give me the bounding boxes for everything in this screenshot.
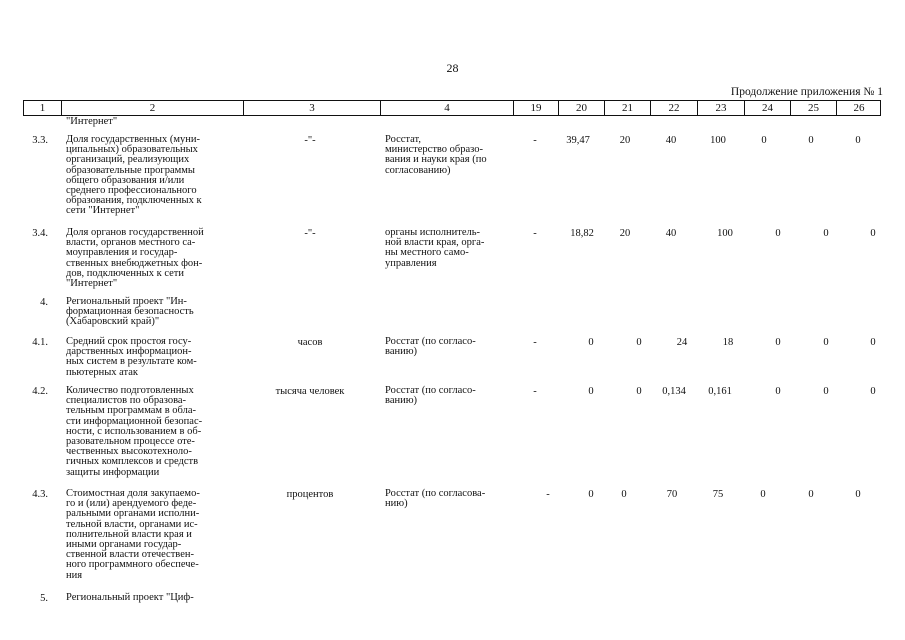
row-val-24: 0 (775, 386, 781, 397)
row-val-19: - (533, 135, 537, 146)
row-unit: -"- (304, 228, 316, 239)
row-number: 4.2. (32, 386, 48, 397)
row-val-23: 75 (712, 489, 724, 500)
row-val-23: 18 (722, 337, 734, 348)
row-number: 5. (40, 593, 48, 604)
row-val-25: 0 (823, 337, 829, 348)
row-unit: -"- (304, 135, 316, 146)
row-val-24: 0 (775, 337, 781, 348)
row-val-21: 20 (619, 135, 631, 146)
row-unit: тысяча человек (275, 386, 345, 397)
row-name: Средний срок простоя госу- дарственных информацион- ных систем в результате ком- пьютерных атак (66, 336, 197, 378)
row-val-26: 0 (855, 135, 861, 146)
row-val-25: 0 (823, 228, 829, 239)
row-val-22: 40 (665, 135, 677, 146)
header-col-22: 22 (650, 101, 697, 115)
header-col-2: 2 (61, 101, 243, 115)
row-number: 4. (40, 297, 48, 308)
header-col-19: 19 (513, 101, 558, 115)
row-val-20: 18,82 (570, 228, 594, 239)
header-col-3: 3 (243, 101, 380, 115)
row-val-20: 0 (588, 489, 594, 500)
header-col-21: 21 (604, 101, 650, 115)
header-col-25: 25 (790, 101, 836, 115)
row-val-21: 0 (621, 489, 627, 500)
row-val-25: 0 (823, 386, 829, 397)
header-col-26: 26 (836, 101, 881, 115)
row-source: Росстат, министерство образо- вания и науки края (по согласованию) (385, 134, 487, 176)
row-number: 3.3. (32, 135, 48, 146)
row-unit: часов (297, 337, 323, 348)
row-name: Доля органов государственной власти, органов местного са- моуправления и государ- ственных внебюджетных фон- дов, подключенных к сети "Интернет" (66, 227, 204, 290)
row-source: Росстат (по согласо- ванию) (385, 336, 476, 358)
row-val-25: 0 (808, 135, 814, 146)
row-val-23: 100 (717, 228, 733, 239)
row-source: Росстат (по согласова- нию) (385, 488, 486, 510)
row-val-19: - (533, 386, 537, 397)
row-val-26: 0 (870, 386, 876, 397)
header-col-4: 4 (380, 101, 513, 115)
row-val-19: - (533, 337, 537, 348)
row-source: органы исполнитель- ной власти края, орга- ны местного само- управления (385, 227, 485, 269)
row-val-21: 0 (636, 337, 642, 348)
row-val-26: 0 (870, 228, 876, 239)
row-number: 3.4. (32, 228, 48, 239)
header-col-23: 23 (697, 101, 744, 115)
row-val-20: 0 (588, 386, 594, 397)
header-col-24: 24 (744, 101, 790, 115)
table-header (23, 100, 881, 116)
page-number: 28 (446, 61, 459, 75)
carry-over-text: "Интернет" (66, 116, 118, 127)
row-unit: процентов (286, 489, 334, 500)
row-name: Региональный проект "Циф- (66, 592, 194, 603)
row-name: Региональный проект "Ин- формационная безопасность (Хабаровский край)" (66, 296, 194, 328)
row-val-24: 0 (775, 228, 781, 239)
header-col-20: 20 (558, 101, 604, 115)
row-val-25: 0 (808, 489, 814, 500)
row-val-19: - (533, 228, 537, 239)
continuation-label: Продолжение приложения № 1 (730, 86, 883, 98)
row-val-26: 0 (870, 337, 876, 348)
row-val-21: 0 (636, 386, 642, 397)
row-number: 4.3. (32, 489, 48, 500)
row-val-20: 0 (588, 337, 594, 348)
row-val-26: 0 (855, 489, 861, 500)
row-val-24: 0 (761, 135, 767, 146)
row-val-20: 39,47 (566, 135, 590, 146)
row-number: 4.1. (32, 337, 48, 348)
row-val-23: 0,161 (708, 386, 732, 397)
row-val-22: 0,134 (662, 386, 686, 397)
row-val-22: 70 (666, 489, 678, 500)
row-val-19: - (546, 489, 550, 500)
row-name: Количество подготовленных специалистов по образова- тельным программам в обла- сти информационной безопас- ности, с использованием в об- разовательном процессе оте- чественных высокотехноло- гичных комплексов и средств защиты информации (66, 385, 203, 478)
row-val-24: 0 (760, 489, 766, 500)
row-name: Доля государственных (муни- ципальных) образовательных организаций, реализующих образовательные программы общего образования и/или среднего профессионального образования, подключенных к сети "Интернет" (66, 134, 202, 217)
header-col-1: 1 (39, 102, 46, 114)
row-val-23: 100 (710, 135, 726, 146)
row-val-21: 20 (619, 228, 631, 239)
row-source: Росстат (по согласо- ванию) (385, 385, 476, 407)
row-val-22: 24 (676, 337, 688, 348)
row-name: Стоимостная доля закупаемо- го и (или) арендуемого феде- ральными органами исполни- тельной власти, органами ис- полнительной власти края и иными органами государ- ственной власти отечествен- ного программного обеспече- ния (66, 488, 200, 581)
row-val-22: 40 (665, 228, 677, 239)
